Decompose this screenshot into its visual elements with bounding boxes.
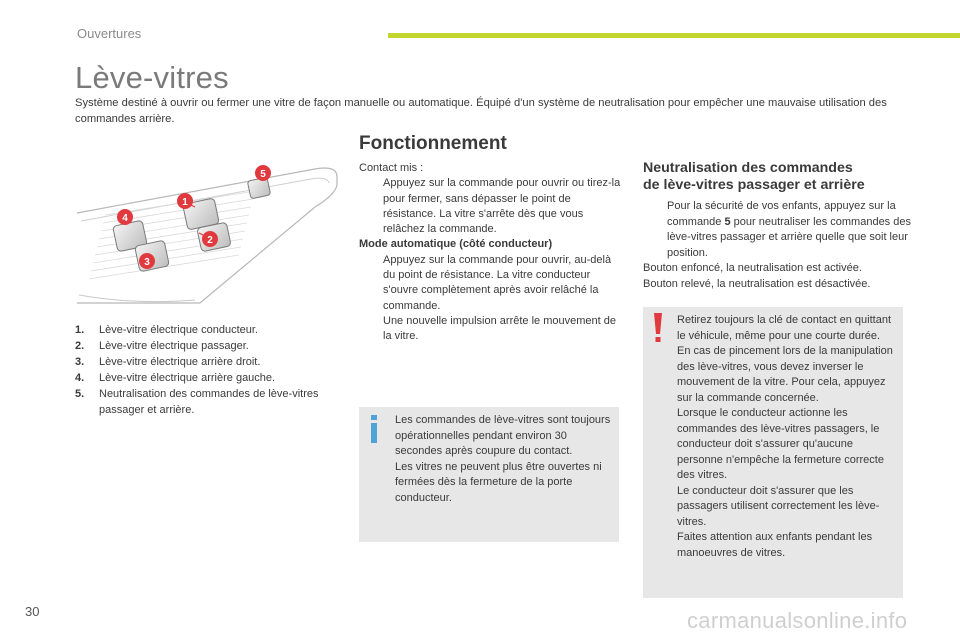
bullet-mark bbox=[359, 253, 383, 314]
switch-panel bbox=[89, 191, 255, 279]
fonctionnement-body bbox=[359, 161, 624, 345]
callout-5-label: 5 bbox=[260, 169, 266, 180]
state-raised: Bouton relevé, la neutralisation est désactivée. bbox=[643, 277, 871, 290]
info-box bbox=[359, 407, 619, 542]
switch-child-lock bbox=[247, 177, 270, 199]
warning-box bbox=[643, 307, 903, 598]
state-pressed: Bouton enfoncé, la neutralisation est activée. bbox=[643, 262, 862, 274]
warning-icon bbox=[653, 313, 663, 343]
legend-item: 1. Lève-vitre électrique conducteur. bbox=[75, 324, 258, 336]
callout-2-label: 2 bbox=[207, 235, 213, 246]
callout-4 bbox=[117, 209, 133, 225]
legend-item: 5. Neutralisation des commandes de lève-vitres passager et arrière. bbox=[75, 388, 319, 416]
legend-item: 2. Lève-vitre électrique passager. bbox=[75, 340, 249, 352]
bullet-item: Pour la sécurité de vos enfants, appuyez sur la commande 5 pour neutraliser les commandes des lève-vitres passager et arrière quelle que soit leur position. bbox=[643, 199, 913, 261]
neutralisation-heading: Neutralisation des commandes de lève-vitres passager et arrière bbox=[643, 160, 865, 193]
bullet-item: Une nouvelle impulsion arrête le mouvement de la vitre. bbox=[359, 314, 624, 345]
watermark: carmanualsonline.info bbox=[687, 608, 908, 633]
callout-5 bbox=[255, 165, 271, 181]
callout-3-label: 3 bbox=[144, 257, 150, 268]
legend-item: 4. Lève-vitre électrique arrière gauche. bbox=[75, 372, 276, 384]
page-title: Lève-vitres bbox=[75, 60, 229, 95]
warning-text: Retirez toujours la clé de contact en quittant le véhicule, même pour une courte durée. En cas de pincement lors de la manipulation des lève-vitres, vous devez inverser le mouvement de la vitre. Pour cela, appuyez sur la commande concernée. Lorsque le conducteur actionne les commandes des lève-vitres passagers, le conducteur doit s'assurer qu'aucune personne n'empêche la fermeture correcte des vitres. Le conducteur doit s'assurer que les passagers utilisent correctement les lève-vitres. Faites attention aux enfants pendant les manoeuvres de vitres. bbox=[677, 314, 893, 559]
bullet-item: Appuyez sur la commande pour ouvrir ou tirez-la pour fermer, sans dépasser le point de résistance. La vitre s'arrête dès que vous relâchez la commande. bbox=[359, 176, 624, 237]
bullet-mark bbox=[359, 176, 383, 237]
section-label: Ouvertures bbox=[77, 26, 142, 41]
fonctionnement-heading: Fonctionnement bbox=[359, 133, 507, 154]
armrest-lower-line bbox=[79, 295, 195, 302]
neutralisation-body bbox=[643, 199, 913, 292]
header-accent-bar bbox=[388, 33, 960, 38]
callout-3 bbox=[139, 253, 155, 269]
window-switch-diagram bbox=[75, 155, 343, 313]
auto-mode-heading: Mode automatique (côté conducteur) bbox=[359, 238, 553, 251]
callout-1-label: 1 bbox=[182, 197, 188, 208]
intro-text: Système destiné à ouvrir ou fermer une vitre de façon manuelle ou automatique. Équipé d'un système de neutralisation pour empêcher une mauvaise utilisation des commandes arrière. bbox=[75, 97, 887, 125]
bullet-mark bbox=[359, 314, 383, 345]
diagram-legend bbox=[75, 322, 325, 418]
info-icon bbox=[369, 415, 379, 443]
info-text: Les commandes de lève-vitres sont toujours opérationnelles pendant environ 30 secondes après coupure du contact. Les vitres ne peuvent plus être ouvertes ni fermées dès la fermeture de la porte conducteur. bbox=[395, 414, 611, 504]
bullet-mark bbox=[643, 199, 667, 261]
legend-item: 3. Lève-vitre électrique arrière droit. bbox=[75, 356, 261, 368]
contact-line: Contact mis : bbox=[359, 162, 424, 174]
page-number: 30 bbox=[25, 604, 40, 619]
bullet-item: Appuyez sur la commande pour ouvrir, au-delà du point de résistance. La vitre conducteur s'ouvre complètement après avoir relâché la commande. bbox=[359, 253, 624, 314]
callout-4-label: 4 bbox=[122, 213, 128, 224]
